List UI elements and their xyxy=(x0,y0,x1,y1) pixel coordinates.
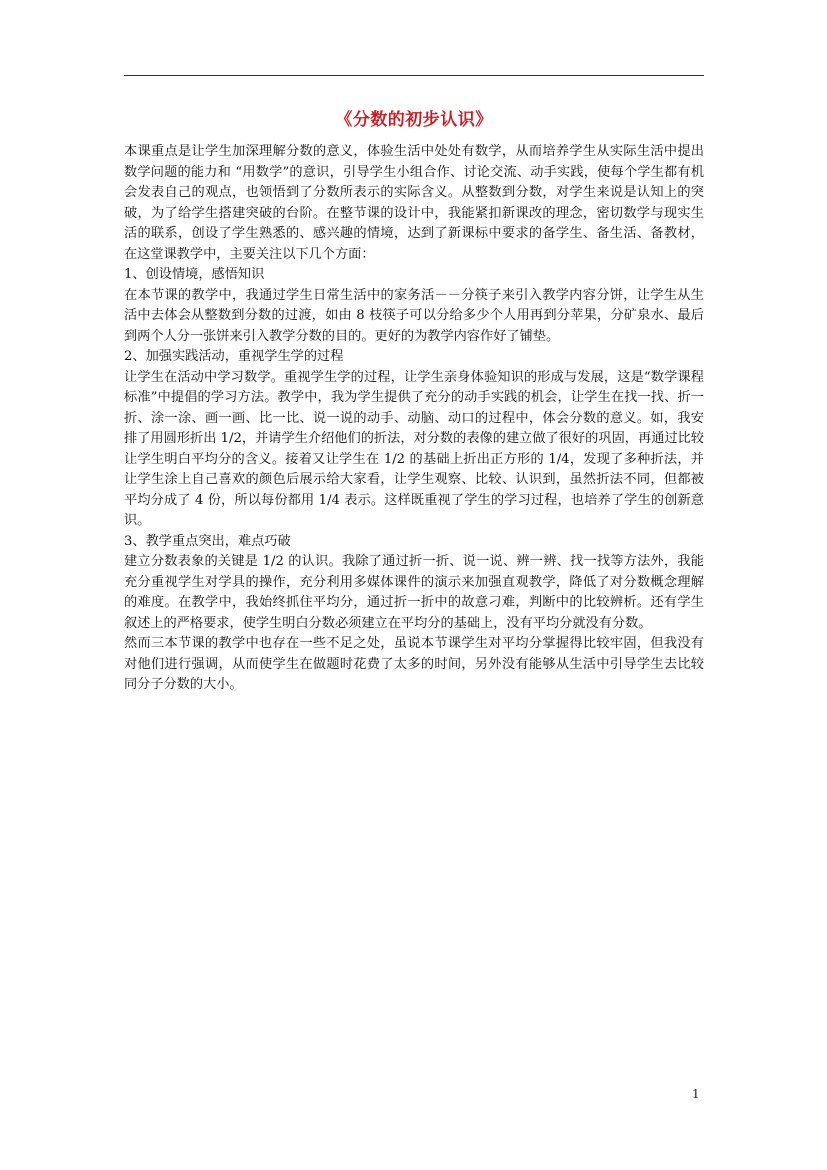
intro-paragraph: 本课重点是让学生加深理解分数的意义，体验生活中处处有数学，从而培养学生从实际生活中提出数学问题的能力和 “用数学”的意识，引导学生小组合作、讨论交流、动手实践，使每个学生都有机会发表自己的观点，也领悟到了分数所表示的实际含义。从整数到分数，对学生来说是认知上的突破，为了给学生搭建突破的台阶。在整节课的设计中，我能紧扣新课改的理念，密切数学与现实生活的联系，创设了学生熟悉的、感兴趣的情境，达到了新课标中要求的备学生、备生活、备教材，在这堂课教学中，主要关注以下几个方面： xyxy=(124,144,704,262)
document-title: 《分数的初步认识》 xyxy=(335,110,493,130)
section-2-heading: 2、加强实践活动，重视学生学的过程 xyxy=(124,349,344,364)
section-1-body: 在本节课的教学中，我通过学生日常生活中的家务活－－分筷子来引入教学内容分饼，让学生从生活中去体会从整数到分数的过渡，如由 8 枝筷子可以分给多少个人用再到分苹果，分矿泉水、最后到两个人分一张饼来引入教学分数的目的。更好的为教学内容作好了铺垫。 xyxy=(124,287,704,344)
section-2-body: 让学生在活动中学习数学。重视学生学的过程，让学生亲身体验知识的形成与发展，这是“数学课程标准”中提倡的学习方法。教学中，我为学生提供了充分的动手实践的机会，让学生在找一找、折一折、涂一涂、画一画、比一比、说一说的动手、动脑、动口的过程中，体会分数的意义。如，我安排了用圆形折出 1/2，并请学生介绍他们的折法，对分数的表像的建立做了很好的巩固，再通过比较让学生明白平均分的含义。接着又让学生在 1/2 的基础上折出正方形的 1/4，发现了多种折法，并让学生涂上自己喜欢的颜色后展示给大家看，让学生观察、比较、认识到，虽然折法不同，但都被平均分成了 4 份，所以每份都用 1/4 表示。这样既重视了学生的学习过程，也培养了学生的创新意识。 xyxy=(124,369,704,528)
closing-paragraph: 然而三本节课的教学中也存在一些不足之处，虽说本节课学生对平均分掌握得比较牢固，但我没有对他们进行强调，从而使学生在做题时花费了太多的时间，另外没有能够从生活中引导学生去比较同分子分数的大小。 xyxy=(124,636,704,692)
section-3-body: 建立分数表象的关键是 1/2 的认识。我除了通过折一折、说一说、辨一辨、找一找等方法外，我能充分重视学生对学具的操作，充分利用多媒体课件的演示来加强直观教学，降低了对分数概念理解的难度。在教学中，我始终抓住平均分，通过折一折中的故意刁难，判断中的比较辨析。还有学生叙述上的严格要求，使学生明白分数必须建立在平均分的基础上，没有平均分就没有分数。 xyxy=(124,554,704,631)
section-1-heading: 1、创设情境，感悟知识 xyxy=(124,267,265,282)
section-3-heading: 3、教学重点突出，难点巧破 xyxy=(124,533,291,549)
page-number: 1 xyxy=(692,1087,700,1101)
header-rule xyxy=(124,75,704,76)
document-body xyxy=(124,108,704,696)
